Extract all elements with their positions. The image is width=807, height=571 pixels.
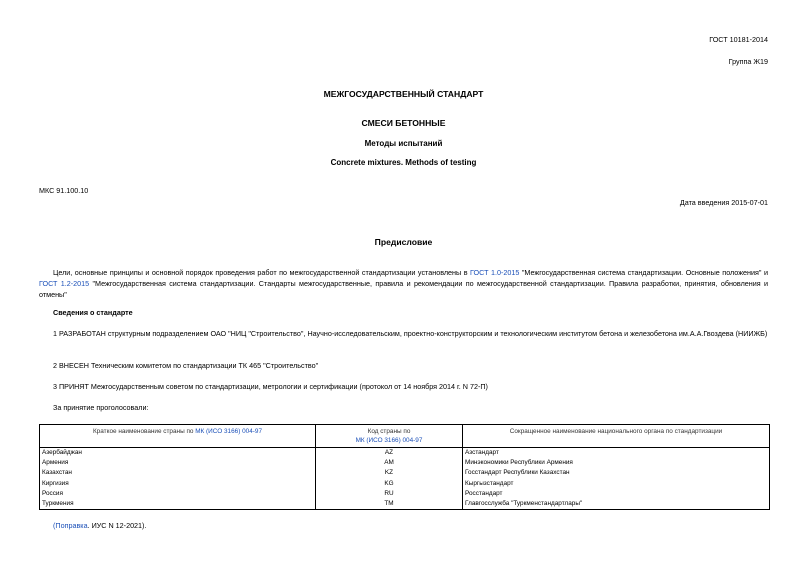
table-header-row [40,425,770,448]
amendment-link[interactable]: Поправка [55,521,88,530]
foreword-text-c: "Межгосударственная система стандартизации. Стандарты межгосударственные, правила и рекомендации по межгосударственной стандартизации. Правила разработки, принятия, обновления и отмены" [39,279,768,299]
amendment-note [53,520,146,531]
item-developed: 1 РАЗРАБОТАН структурным подразделением ОАО "НИЦ "Строительство", Научно-исследовательским, проектно-конструкторским и технологическим институтом бетона и железобетона им.А.А.Гвоздева (НИИЖБ) [53,329,768,338]
foreword-text-b: "Межгосударственная система стандартизации. Основные положения" и [519,268,768,277]
header-country [40,425,316,448]
code-cell: KZ [316,468,463,478]
mk-iso-link-2[interactable]: МК (ИСО 3166) 004-97 [355,437,423,444]
code-cell: TM [316,499,463,510]
group-label: Группа Ж19 [728,57,768,66]
foreword-text-a: Цели, основные принципы и основной порядок проведения работ по межгосударственной стандартизации установлены в [53,268,471,277]
voted-label: За принятие проголосовали: [53,403,149,412]
item-introduced: 2 ВНЕСЕН Техническим комитетом по стандартизации ТК 465 "Строительство" [53,361,319,370]
country-cell: Киргизия [40,479,316,489]
country-cell: Азербайджан [40,448,316,459]
gost-1-2-link[interactable]: ГОСТ 1.2-2015 [39,279,90,288]
amendment-rest: . ИУС N 12-2021). [87,521,147,530]
amendment-open: ( [53,521,56,530]
item-adopted: 3 ПРИНЯТ Межгосударственным советом по стандартизации, метрологии и сертификации (протокол от 14 ноября 2014 г. N 72-П) [53,382,488,391]
country-cell: Туркмения [40,499,316,510]
header-code [316,425,463,448]
body-cell: Азстандарт [463,448,770,459]
country-cell: Казахстан [40,468,316,478]
body-cell: Росстандарт [463,489,770,499]
body-cell: Кыргызстандарт [463,479,770,489]
doc-code: ГОСТ 10181-2014 [709,35,768,44]
standard-english-title: Concrete mixtures. Methods of testing [330,158,477,167]
header-body: Сокращенное наименование национального органа по стандартизации [463,425,770,448]
foreword-paragraph [39,267,768,300]
body-cell: Минэкономики Республики Армения [463,458,770,468]
header-code-text: Код страны по [367,428,411,435]
table-row [40,468,770,478]
code-cell: RU [316,489,463,499]
country-cell: Россия [40,489,316,499]
table-row [40,489,770,499]
code-cell: KG [316,479,463,489]
code-cell: AZ [316,448,463,459]
standard-name: СМЕСИ БЕТОННЫЕ [361,118,446,128]
mk-iso-link[interactable]: МК (ИСО 3166) 004-97 [195,428,263,435]
foreword-heading: Предисловие [374,237,433,247]
country-cell: Армения [40,458,316,468]
info-heading: Сведения о стандарте [53,308,133,317]
code-cell: AM [316,458,463,468]
table-row [40,479,770,489]
header-country-text: Краткое наименование страны по [92,428,196,435]
voting-table [39,424,770,510]
intro-date: Дата введения 2015-07-01 [679,198,768,207]
mks-code: МКС 91.100.10 [39,186,89,195]
body-cell: Госстандарт Республики Казахстан [463,468,770,478]
table-row [40,458,770,468]
gost-1-0-link[interactable]: ГОСТ 1.0-2015 [470,268,520,277]
body-cell: Главгосслужба "Туркменстандартлары" [463,499,770,510]
standard-type: МЕЖГОСУДАРСТВЕННЫЙ СТАНДАРТ [323,89,484,99]
standard-subtitle: Методы испытаний [364,139,443,148]
table-row [40,448,770,459]
table-row [40,499,770,510]
